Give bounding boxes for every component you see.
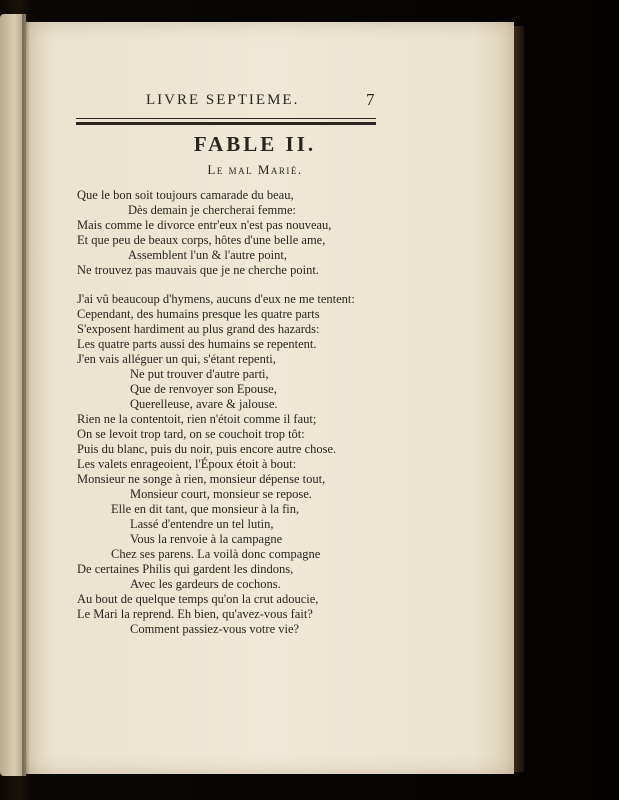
poem-line: De certaines Philis qui gardent les dindons, (77, 562, 294, 576)
poem-line: Comment passiez-vous votre vie? (130, 622, 300, 636)
poem-line: Puis du blanc, puis du noir, puis encore autre chose. (77, 442, 337, 456)
poem-line: Monsieur court, monsieur se repose. (130, 487, 312, 501)
poem-line: On se levoit trop tard, on se couchoit trop tôt: (77, 427, 305, 441)
poem-line: Ne put trouver d'autre parti, (130, 367, 269, 381)
poem-line: Le Mari la reprend. Eh bien, qu'avez-vous fait? (77, 607, 313, 621)
poem-line: Elle en dit tant, que monsieur à la fin, (111, 502, 300, 516)
poem-line: Dès demain je chercherai femme: (128, 203, 296, 217)
running-head: LIVRE SEPTIEME. (146, 92, 300, 108)
poem-line: Vous la renvoie à la campagne (130, 532, 283, 546)
poem-line: Et que peu de beaux corps, hôtes d'une belle ame, (77, 233, 326, 247)
poem-line: Ne trouvez pas mauvais que je ne cherche point. (77, 263, 319, 277)
poem-line: Que le bon soit toujours camarade du beau, (77, 188, 294, 202)
poem-line: Querelleuse, avare & jalouse. (130, 397, 278, 411)
poem-line: Monsieur ne songe à rien, monsieur dépense tout, (77, 472, 326, 486)
poem-line: Que de renvoyer son Epouse, (130, 382, 277, 396)
poem-line: S'exposent hardiment au plus grand des hazards: (77, 322, 320, 336)
poem-line: Les valets enrageoient, l'Époux étoit à bout: (77, 457, 297, 471)
poem-line: Rien ne la contentoit, rien n'étoit comme il faut; (77, 412, 317, 426)
poem-line: Au bout de quelque temps qu'on la crut adoucie, (77, 592, 319, 606)
poem-line: Assemblent l'un & l'autre point, (128, 248, 287, 262)
fable-subtitle: Le mal Marié. (207, 162, 303, 177)
poem-line: Lassé d'entendre un tel lutin, (130, 517, 274, 531)
poem-line: Chez ses parens. La voilà donc compagne (111, 547, 321, 561)
poem-line: J'ai vû beaucoup d'hymens, aucuns d'eux ne me tentent: (77, 292, 355, 306)
poem-line: J'en vais alléguer un qui, s'étant repenti, (77, 352, 276, 366)
page-number: 7 (366, 90, 375, 109)
poem-line: Mais comme le divorce entr'eux n'est pas nouveau, (77, 218, 332, 232)
poem-line: Avec les gardeurs de cochons. (130, 577, 281, 591)
poem-line: Cependant, des humains presque les quatre parts (77, 307, 320, 321)
fable-title: FABLE II. (193, 132, 317, 156)
poem-line: Les quatre parts aussi des humains se repentent. (77, 337, 317, 351)
